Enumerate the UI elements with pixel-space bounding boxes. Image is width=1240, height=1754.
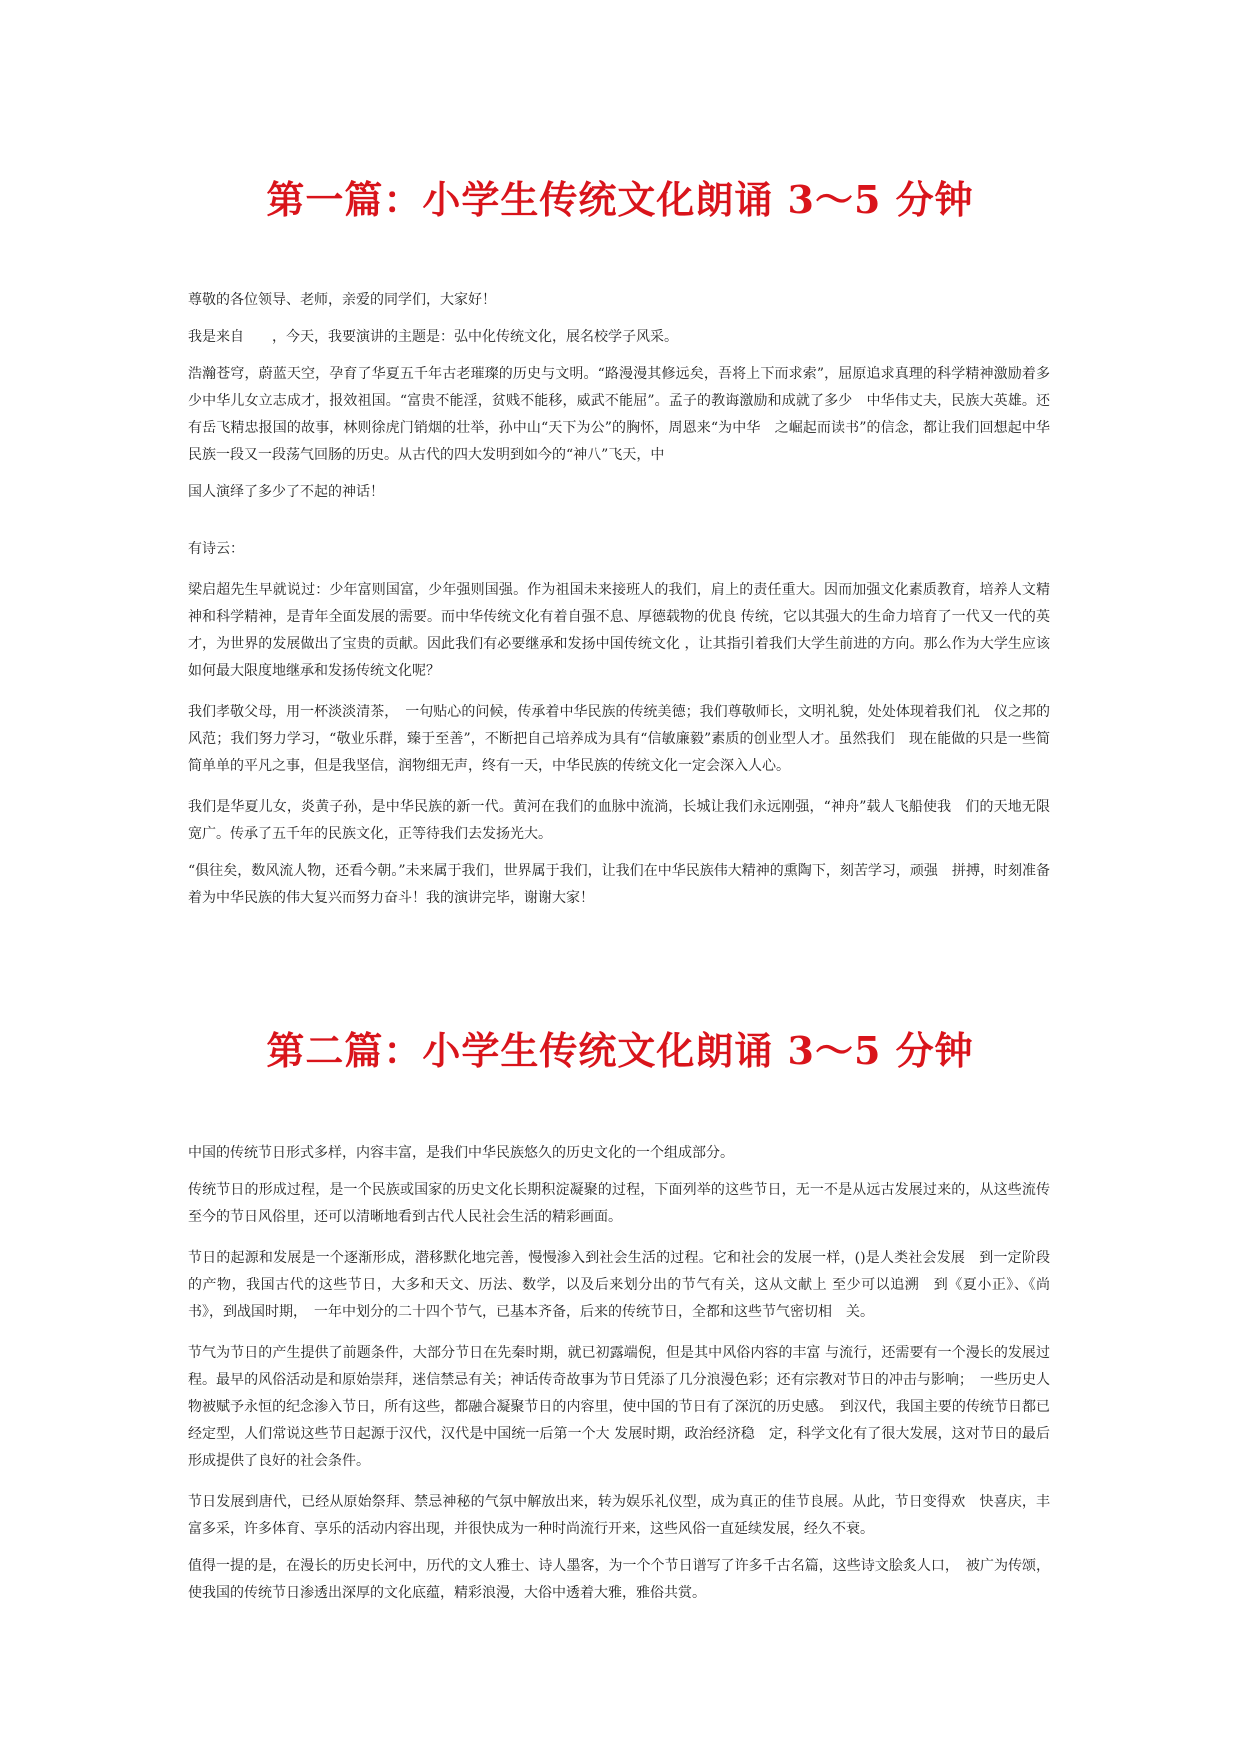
paragraph: “俱往矣，数风流人物，还看今朝。”未来属于我们，世界属于我们，让我们在中华民族伟大精神的熏陶下，刻苦学习，顽强 拼搏，时刻准备着为中华民族的伟大复兴而努力奋斗！我的演讲完毕，谢谢大家！ xyxy=(188,863,1050,906)
paragraph: 节气为节日的产生提供了前题条件，大部分节日在先秦时期，就已初露端倪，但是其中风俗内容的丰富 与流行，还需要有一个漫长的发展过程。最早的风俗活动是和原始崇拜，迷信禁忌有关；神话传奇故事为节日凭添了几分浪漫色彩；还有宗教对节日的冲击与影响； 一些历史人物被赋予永恒的纪念渗入节日，所有这些，都融合凝聚节日的内容里，使中国的节日有了深沉的历史感。 到汉代，我国主要的传统节日都已经定型，人们常说这些节日起源于汉代，汉代是中国统一后第一个大 发展时期，政治经济稳 定，科学文化有了很大发展，这对节日的最后形成提供了良好的社会条件。 xyxy=(188,1345,1050,1469)
paragraph: 尊敬的各位领导、老师，亲爱的同学们，大家好！ xyxy=(188,292,496,308)
paragraph: 传统节日的形成过程，是一个民族或国家的历史文化长期积淀凝聚的过程，下面列举的这些节日，无一不是从远古发展过来的，从这些流传至今的节日风俗里，还可以清晰地看到古代人民社会生活的精彩画面。 xyxy=(188,1182,1050,1225)
paragraph: 我们是华夏儿女，炎黄子孙，是中华民族的新一代。黄河在我们的血脉中流淌，长城让我们永远刚强，“神舟”载人飞船使我 们的天地无限宽广。传承了五千年的民族文化，正等待我们去发扬光大。 xyxy=(188,799,1050,842)
section-1-body xyxy=(188,287,1050,912)
paragraph: 值得一提的是，在漫长的历史长河中，历代的文人雅士、诗人墨客，为一个个节日谱写了许多千古名篇，这些诗文脍炙人口， 被广为传颂，使我国的传统节日渗透出深厚的文化底蕴，精彩浪漫，大俗中透着大雅，雅俗共赏。 xyxy=(188,1558,1050,1601)
paragraph: 节日的起源和发展是一个逐渐形成，潜移默化地完善，慢慢渗入到社会生活的过程。它和社会的发展一样，()是人类社会发展 到一定阶段的产物，我国古代的这些节日，大多和天文、历法、数学，以及后来划分出的节气有关，这从文献上 至少可以追溯 到《夏小正》、《尚书》，到战国时期， 一年中划分的二十四个节气，已基本齐备，后来的传统节日，全都和这些节气密切相 关。 xyxy=(188,1250,1050,1320)
section-1-title: 第一篇：小学生传统文化朗诵 3～5 分钟 xyxy=(266,177,974,222)
paragraph: 中国的传统节日形式多样，内容丰富，是我们中华民族悠久的历史文化的一个组成部分。 xyxy=(188,1145,734,1161)
paragraph: 有诗云： xyxy=(188,541,244,557)
paragraph: 我是来自 ，今天，我要演讲的主题是：弘中化传统文化，展名校学子风采。 xyxy=(188,329,678,345)
paragraph: 节日发展到唐代，已经从原始祭拜、禁忌神秘的气氛中解放出来，转为娱乐礼仪型，成为真正的佳节良展。从此，节日变得欢 快喜庆，丰富多采，许多体育、享乐的活动内容出现，并很快成为一种时尚流行开来，这些风俗一直延续发展，经久不衰。 xyxy=(188,1494,1050,1537)
section-2-title: 第二篇：小学生传统文化朗诵 3～5 分钟 xyxy=(266,1028,974,1073)
section-2-body xyxy=(188,1140,1050,1607)
paragraph: 梁启超先生早就说过：少年富则国富，少年强则国强。作为祖国未来接班人的我们，肩上的责任重大。因而加强文化素质教育，培养人文精神和科学精神，是青年全面发展的需要。而中华传统文化有着自强不息、厚德载物的优良 传统，它以其强大的生命力培育了一代又一代的英才，为世界的发展做出了宝贵的贡献。因此我们有必要继承和发扬中国传统文化 ，让其指引着我们大学生前进的方向。那么作为大学生应该如何最大限度地继承和发扬传统文化呢？ xyxy=(188,582,1050,679)
paragraph: 浩瀚苍穹，蔚蓝天空，孕育了华夏五千年古老璀璨的历史与文明。“路漫漫其修远矣，吾将上下而求索”，屈原追求真理的科学精神激励着多少中华儿女立志成才，报效祖国。“富贵不能淫，贫贱不能移，威武不能屈”。孟子的教诲激励和成就了多少 中华伟丈夫，民族大英雄。还有岳飞精忠报国的故事，林则徐虎门销烟的壮举，孙中山“天下为公”的胸怀，周恩来“为中华 之崛起而读书”的信念，都让我们回想起中华民族一段又一段荡气回肠的历史。从古代的四大发明到如今的“神八”飞天，中 xyxy=(188,366,1050,463)
paragraph: 国人演绎了多少了不起的神话！ xyxy=(188,484,384,500)
paragraph: 我们孝敬父母，用一杯淡淡清茶， 一句贴心的问候，传承着中华民族的传统美德；我们尊敬师长，文明礼貌，处处体现着我们礼 仪之邦的风范；我们努力学习，“敬业乐群，臻于至善”，不断把自己培养成为具有“信敏廉毅”素质的创业型人才。虽然我们 现在能做的只是一些简简单单的平凡之事，但是我坚信，润物细无声，终有一天，中华民族的传统文化一定会深入人心。 xyxy=(188,704,1050,774)
